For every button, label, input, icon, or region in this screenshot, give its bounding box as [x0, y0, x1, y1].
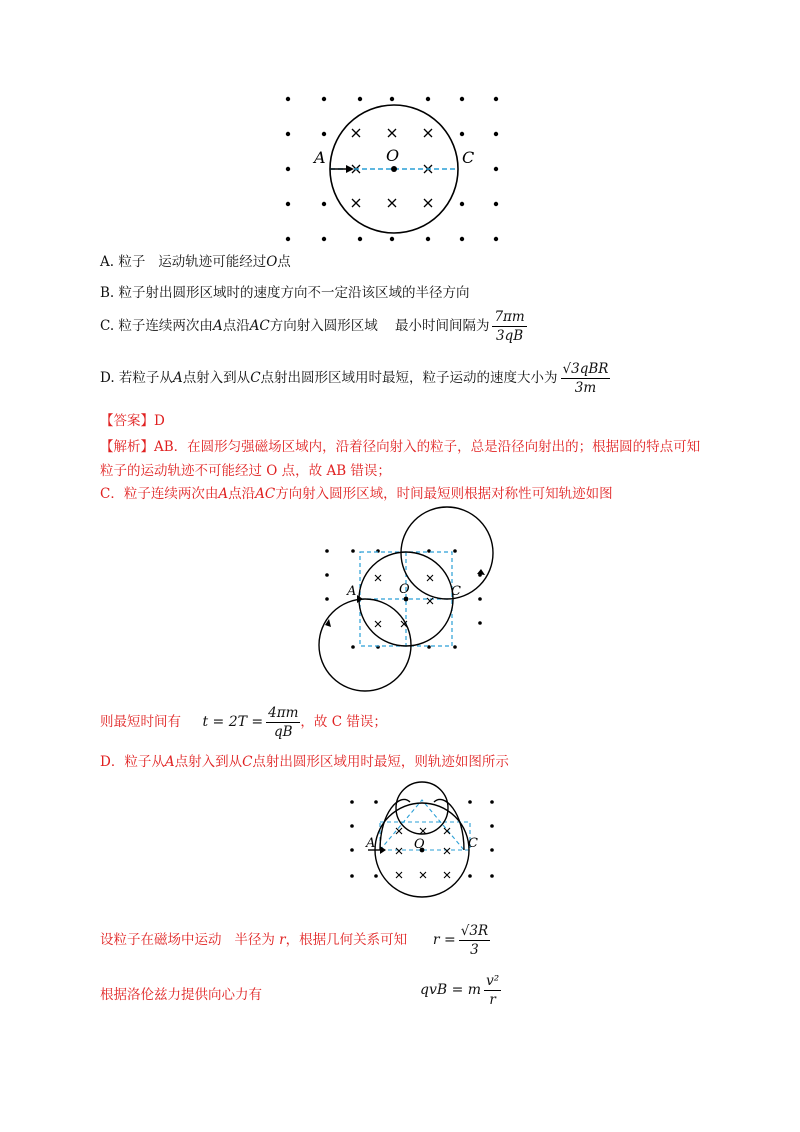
fig2-label-O: O: [399, 582, 410, 597]
answer: 【答案】D: [100, 413, 165, 429]
fraction-4pim-qb: $\frac{4\pi m}{qB}$: [268, 705, 299, 740]
option-a: A. 粒子 运动轨迹可能经过O点: [100, 254, 291, 270]
fraction-7pim-3qb: $\frac{7\pi m}{3qB}$: [494, 309, 525, 344]
part-d-line: D．粒子从A点射入到从C点射出圆形区域用时最短，则轨迹如图所示: [100, 754, 509, 770]
option-d: D. 若粒子从A点射入到从C点射出圆形区域用时最短，粒子运动的速度大小为 $\frac{\text{√3qBR}}{3m}$: [100, 361, 609, 396]
fig3-label-A: A: [366, 836, 376, 851]
fig2-label-A: A: [347, 584, 357, 599]
analysis-line-3: C．粒子连续两次由A点沿AC方向射入圆形区域，时间最短则根据对称性可知轨迹如图: [100, 486, 613, 502]
label-A: A: [314, 148, 326, 167]
fig2-label-C: C: [451, 584, 461, 599]
fraction-sqrt3r-3: $\frac{√3R}{3}$: [460, 923, 489, 958]
fraction-sqrt3qbr-3m: $\frac{\text{√3qBR}}{3m}$: [562, 361, 609, 396]
fig3-label-C: C: [468, 836, 478, 851]
shortest-time-line: 则最短时间有 t = 2T = $\frac{4\pi m}{qB}$ ，故 C 错误；: [100, 705, 387, 740]
option-b: B. 粒子射出圆形区域时的速度方向不一定沿该区域的半径方向: [100, 285, 470, 301]
analysis-line-1: 【解析】AB．在圆形匀强磁场区域内，沿着径向射入的粒子，总是沿径向射出的；根据圆的特点可知: [100, 439, 701, 455]
lorentz-line: 根据洛伦兹力提供向心力有: [100, 987, 262, 1003]
option-c: C. 粒子连续两次由A点沿AC方向射入圆形区域 最小时间间隔为 $\frac{7\pi m}{3qB}$: [100, 309, 525, 344]
analysis-line-2: 粒子的运动轨迹不可能经过 O 点，故 AB 错误；: [100, 463, 391, 479]
fig3-label-O: O: [414, 837, 425, 852]
figure-1-magnetic-field: [270, 85, 510, 250]
figure-2-trajectory: [305, 505, 505, 695]
label-C: C: [462, 148, 475, 167]
fraction-v2-r: $\frac{\text{v²}}{r}$: [486, 973, 500, 1008]
lorentz-equation: qvB = m $\frac{\text{v²}}{r}$: [420, 973, 500, 1008]
label-O: O: [386, 146, 400, 165]
figure-3-trajectory: [340, 772, 500, 902]
radius-line: 设粒子在磁场中运动 半径为 r，根据几何关系可知 r = $\frac{√3R}{3}$: [100, 923, 489, 958]
